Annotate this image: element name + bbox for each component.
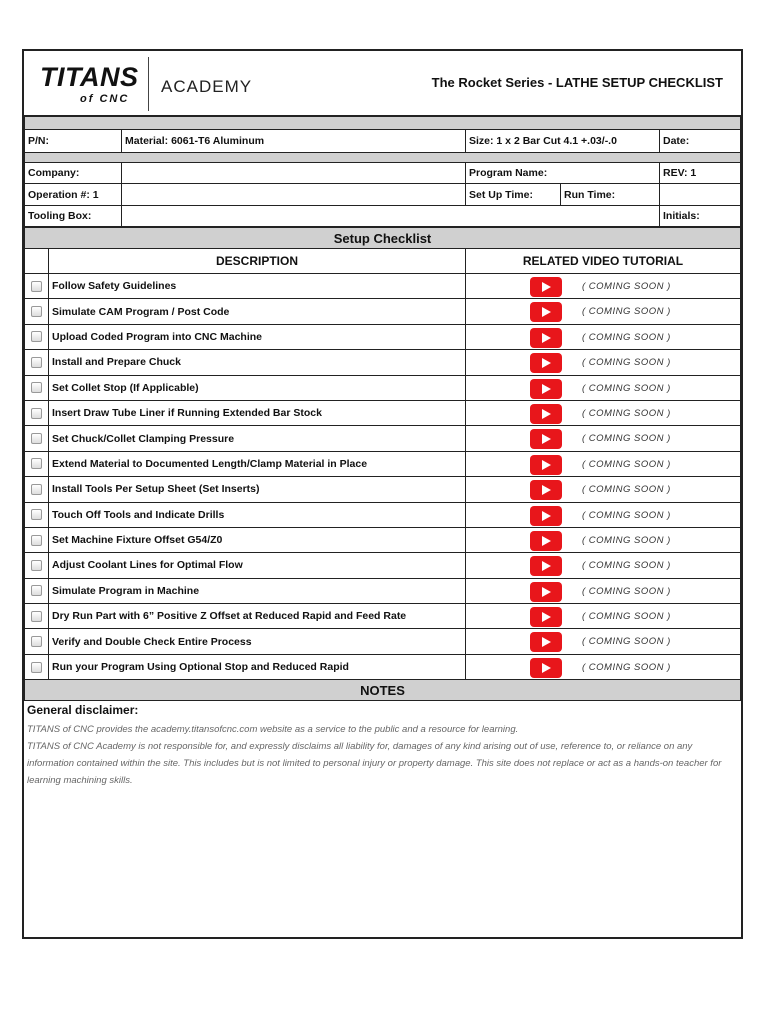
description-header: DESCRIPTION (49, 249, 466, 274)
checkbox-column-header (25, 249, 49, 274)
checkbox[interactable] (31, 458, 42, 469)
youtube-play-icon[interactable] (530, 379, 562, 399)
video-cell (466, 324, 741, 349)
checkbox[interactable] (31, 357, 42, 368)
video-cell (466, 426, 741, 451)
video-cell (466, 654, 741, 679)
checkbox[interactable] (31, 535, 42, 546)
header (24, 51, 741, 116)
youtube-play-icon[interactable] (530, 506, 562, 526)
checkbox[interactable] (31, 611, 42, 622)
youtube-play-icon[interactable] (530, 328, 562, 348)
checklist-sheet (22, 49, 743, 939)
coming-soon-label: ( COMING SOON ) (582, 433, 671, 445)
checklist-item-label: Touch Off Tools and Indicate Drills (49, 502, 466, 527)
checkbox-cell (25, 502, 49, 527)
material-field: Material: 6061-T6 Aluminum (122, 130, 466, 153)
checklist-row (25, 604, 741, 629)
coming-soon-label: ( COMING SOON ) (582, 331, 671, 343)
checklist-item-label: Install Tools Per Setup Sheet (Set Inserts) (49, 477, 466, 502)
coming-soon-label: ( COMING SOON ) (582, 281, 671, 292)
youtube-play-icon[interactable] (530, 429, 562, 449)
checkbox[interactable] (31, 662, 42, 673)
youtube-play-icon[interactable] (530, 455, 562, 475)
divider-band (25, 153, 741, 163)
video-cell (466, 527, 741, 552)
youtube-play-icon[interactable] (530, 353, 562, 373)
notes-section (24, 701, 741, 791)
youtube-play-icon[interactable] (530, 277, 562, 297)
logo-text: TITANS (40, 62, 139, 92)
tooling-box-input[interactable] (122, 206, 660, 227)
notes-title: NOTES (25, 680, 741, 701)
checkbox[interactable] (31, 408, 42, 419)
checklist-item-label: Insert Draw Tube Liner if Running Extended Bar Stock (49, 400, 466, 425)
checkbox[interactable] (31, 433, 42, 444)
checklist-item-label: Follow Safety Guidelines (49, 274, 466, 299)
page-title: The Rocket Series - LATHE SETUP CHECKLIST (431, 75, 723, 90)
checkbox-cell (25, 604, 49, 629)
checkbox-cell (25, 527, 49, 552)
checklist-item-label: Adjust Coolant Lines for Optimal Flow (49, 553, 466, 578)
coming-soon-label: ( COMING SOON ) (582, 484, 671, 496)
checklist-item-label: Dry Run Part with 6” Positive Z Offset at Reduced Rapid and Feed Rate (49, 604, 466, 629)
size-field: Size: 1 x 2 Bar Cut 4.1 +.03/-.0 (466, 130, 660, 153)
video-cell (466, 477, 741, 502)
checkbox-cell (25, 451, 49, 476)
youtube-play-icon[interactable] (530, 556, 562, 576)
youtube-play-icon[interactable] (530, 531, 562, 551)
video-cell (466, 604, 741, 629)
checkbox[interactable] (31, 509, 42, 520)
checklist-row (25, 324, 741, 349)
setup-time-field[interactable]: Set Up Time: (466, 184, 561, 206)
disclaimer-line-1: TITANS of CNC provides the academy.titansofcnc.com website as a service to the public and a resource for learning. (27, 724, 519, 736)
coming-soon-label: ( COMING SOON ) (582, 611, 671, 623)
checklist-item-label: Simulate CAM Program / Post Code (49, 299, 466, 324)
coming-soon-label: ( COMING SOON ) (582, 509, 671, 521)
titans-logo (40, 62, 139, 105)
checklist-row (25, 426, 741, 451)
youtube-play-icon[interactable] (530, 607, 562, 627)
coming-soon-label: ( COMING SOON ) (582, 357, 671, 369)
checklist-row (25, 400, 741, 425)
video-cell (466, 578, 741, 603)
coming-soon-label: ( COMING SOON ) (582, 585, 671, 597)
checkbox[interactable] (31, 484, 42, 495)
checklist-row (25, 274, 741, 299)
video-cell (466, 274, 741, 299)
operation-input[interactable] (122, 184, 466, 206)
checkbox-cell (25, 274, 49, 299)
checkbox[interactable] (31, 306, 42, 317)
video-cell (466, 400, 741, 425)
checklist-row (25, 502, 741, 527)
checkbox-cell (25, 350, 49, 375)
checkbox[interactable] (31, 585, 42, 596)
checkbox-cell (25, 629, 49, 654)
date-field[interactable]: Date: (660, 130, 741, 153)
rev-field: REV: 1 (660, 163, 741, 184)
checklist-item-label: Verify and Double Check Entire Process (49, 629, 466, 654)
checklist-item-label: Set Chuck/Collet Clamping Pressure (49, 426, 466, 451)
youtube-play-icon[interactable] (530, 302, 562, 322)
tooling-box-label: Tooling Box: (25, 206, 122, 227)
coming-soon-label: ( COMING SOON ) (582, 534, 671, 546)
video-cell (466, 629, 741, 654)
checklist-item-label: Set Machine Fixture Offset G54/Z0 (49, 527, 466, 552)
checkbox-cell (25, 426, 49, 451)
pn-field[interactable]: P/N: (25, 130, 122, 153)
checkbox-cell (25, 400, 49, 425)
coming-soon-label: ( COMING SOON ) (582, 382, 671, 394)
academy-label: ACADEMY (161, 77, 253, 96)
checklist-row (25, 451, 741, 476)
logo-divider (148, 57, 149, 111)
blank-cell (660, 184, 741, 206)
checkbox-cell (25, 299, 49, 324)
initials-field[interactable]: Initials: (660, 206, 741, 227)
checklist-row (25, 375, 741, 400)
disclaimer-line-2: TITANS of CNC Academy is not responsible for, and expressly disclaims all liability for, damages of any kind arising out of use, reference to, or reliance on any information contained within the site. This includes but is not limited to personal injury or property damage. This site does not replace or act as a hands-on teacher for learning machining skills. (27, 741, 722, 787)
youtube-play-icon[interactable] (530, 404, 562, 424)
video-cell (466, 350, 741, 375)
video-cell (466, 553, 741, 578)
checklist-item-label: Extend Material to Documented Length/Clamp Material in Place (49, 451, 466, 476)
video-cell (466, 299, 741, 324)
youtube-play-icon[interactable] (530, 632, 562, 652)
logo-subtext: of CNC (80, 93, 130, 105)
company-label: Company: (25, 163, 122, 184)
checklist-row (25, 350, 741, 375)
checklist-row (25, 527, 741, 552)
coming-soon-label: ( COMING SOON ) (582, 306, 671, 318)
checkbox[interactable] (31, 281, 42, 292)
checkbox-cell (25, 375, 49, 400)
video-cell (466, 502, 741, 527)
video-cell (466, 451, 741, 476)
checkbox-cell (25, 477, 49, 502)
setup-checklist-table (24, 227, 741, 701)
coming-soon-label: ( COMING SOON ) (582, 458, 671, 470)
checklist-row (25, 654, 741, 679)
checklist-item-label: Simulate Program in Machine (49, 578, 466, 603)
coming-soon-label: ( COMING SOON ) (582, 407, 671, 419)
run-time-field[interactable]: Run Time: (561, 184, 660, 206)
info-table (24, 116, 741, 227)
checklist-item-label: Run your Program Using Optional Stop and Reduced Rapid (49, 654, 466, 679)
checklist-item-label: Set Collet Stop (If Applicable) (49, 375, 466, 400)
checklist-row (25, 477, 741, 502)
checklist-row (25, 629, 741, 654)
youtube-play-icon[interactable] (530, 582, 562, 602)
checkbox[interactable] (31, 560, 42, 571)
divider-band (25, 117, 741, 130)
checklist-row (25, 299, 741, 324)
company-input[interactable] (122, 163, 466, 184)
coming-soon-label: ( COMING SOON ) (582, 560, 671, 572)
checkbox-cell (25, 553, 49, 578)
program-name-field[interactable]: Program Name: (466, 163, 660, 184)
checklist-row (25, 553, 741, 578)
checklist-row (25, 578, 741, 603)
checkbox[interactable] (31, 331, 42, 342)
checkbox-cell (25, 654, 49, 679)
checklist-item-label: Upload Coded Program into CNC Machine (49, 324, 466, 349)
checkbox[interactable] (31, 382, 42, 393)
setup-checklist-title: Setup Checklist (25, 228, 741, 249)
coming-soon-label: ( COMING SOON ) (582, 636, 671, 648)
video-header: RELATED VIDEO TUTORIAL (466, 249, 741, 274)
youtube-play-icon[interactable] (530, 480, 562, 500)
checkbox[interactable] (31, 636, 42, 647)
checklist-item-label: Install and Prepare Chuck (49, 350, 466, 375)
checkbox-cell (25, 324, 49, 349)
youtube-play-icon[interactable] (530, 658, 562, 678)
checkbox-cell (25, 578, 49, 603)
coming-soon-label: ( COMING SOON ) (582, 661, 671, 673)
video-cell (466, 375, 741, 400)
operation-label: Operation #: 1 (25, 184, 122, 206)
disclaimer-heading: General disclaimer: (27, 703, 139, 718)
